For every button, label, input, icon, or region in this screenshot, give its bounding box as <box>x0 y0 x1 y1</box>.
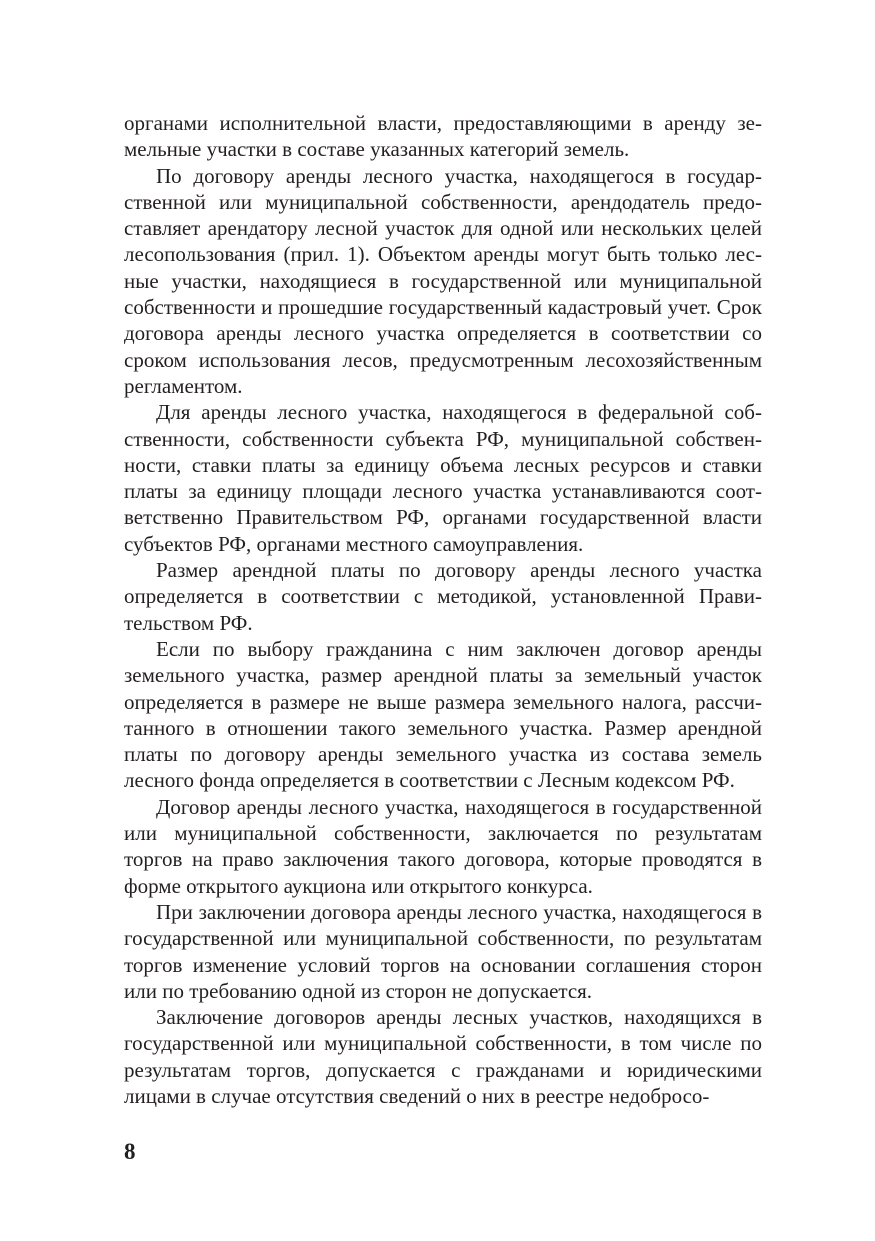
paragraph-8: Заключение договоров аренды лесных участков, находящихся в государственной или муниципальной собственности, в том числе по результатам торгов, допускается с гражданами и юридическими лицами в случае отсутствия сведений о них в реестре недобросо- <box>124 1005 762 1108</box>
paragraph-6: Договор аренды лесного участка, находящегося в государственной или муниципальной собственности, заключается по результатам торгов на право заключения такого договора, которые проводятся в форме открытого аукциона или открытого конкурса. <box>124 794 762 898</box>
paragraph-1: органами исполнительной власти, предоставляющими в аренду земельные участки в составе указанных категорий земель. <box>124 111 762 162</box>
paragraph-7: При заключении договора аренды лесного участка, находящегося в государственной или муниципальной собственности, по результатам торгов изменение условий торгов на основании соглашения сторон или по требованию одной из сторон не допускается. <box>124 899 762 1003</box>
body-text <box>124 110 762 1109</box>
page-number: 8 <box>124 1139 136 1164</box>
paragraph-3: Для аренды лесного участка, находящегося в федеральной собственности, собственности субъекта РФ, муниципальной собственности, ставки платы за единицу объема лесных ресурсов и ставки платы за единицу площади лесного участка устанавливаются соответственно Правительством РФ, органами государственной власти субъектов РФ, органами местного самоуправления. <box>124 400 762 556</box>
paragraph-5: Если по выбору гражданина с ним заключен договор аренды земельного участка, размер арендной платы за земельный участок определяется в размере не выше размера земельного налога, рассчитанного в отношении такого земельного участка. Размер арендной платы по договору аренды земельного участка из состава земель лесного фонда определяется в соответствии с Лесным кодексом РФ. <box>124 636 762 793</box>
paragraph-4: Размер арендной платы по договору аренды лесного участка определяется в соответствии с методикой, установленной Правительством РФ. <box>124 558 762 635</box>
paragraph-2: По договору аренды лесного участка, находящегося в государственной или муниципальной собственности, арендодатель предоставляет арендатору лесной участок для одной или нескольких целей лесопользования (прил. 1). Объектом аренды могут быть только лесные участки, находящиеся в государственной или муниципальной собственности и прошедшие государственный кадастровый учет. Срок договора аренды лесного участка определяется в соответствии со сроком использования лесов, предусмотренным лесохозяйственным регламентом. <box>124 163 762 398</box>
